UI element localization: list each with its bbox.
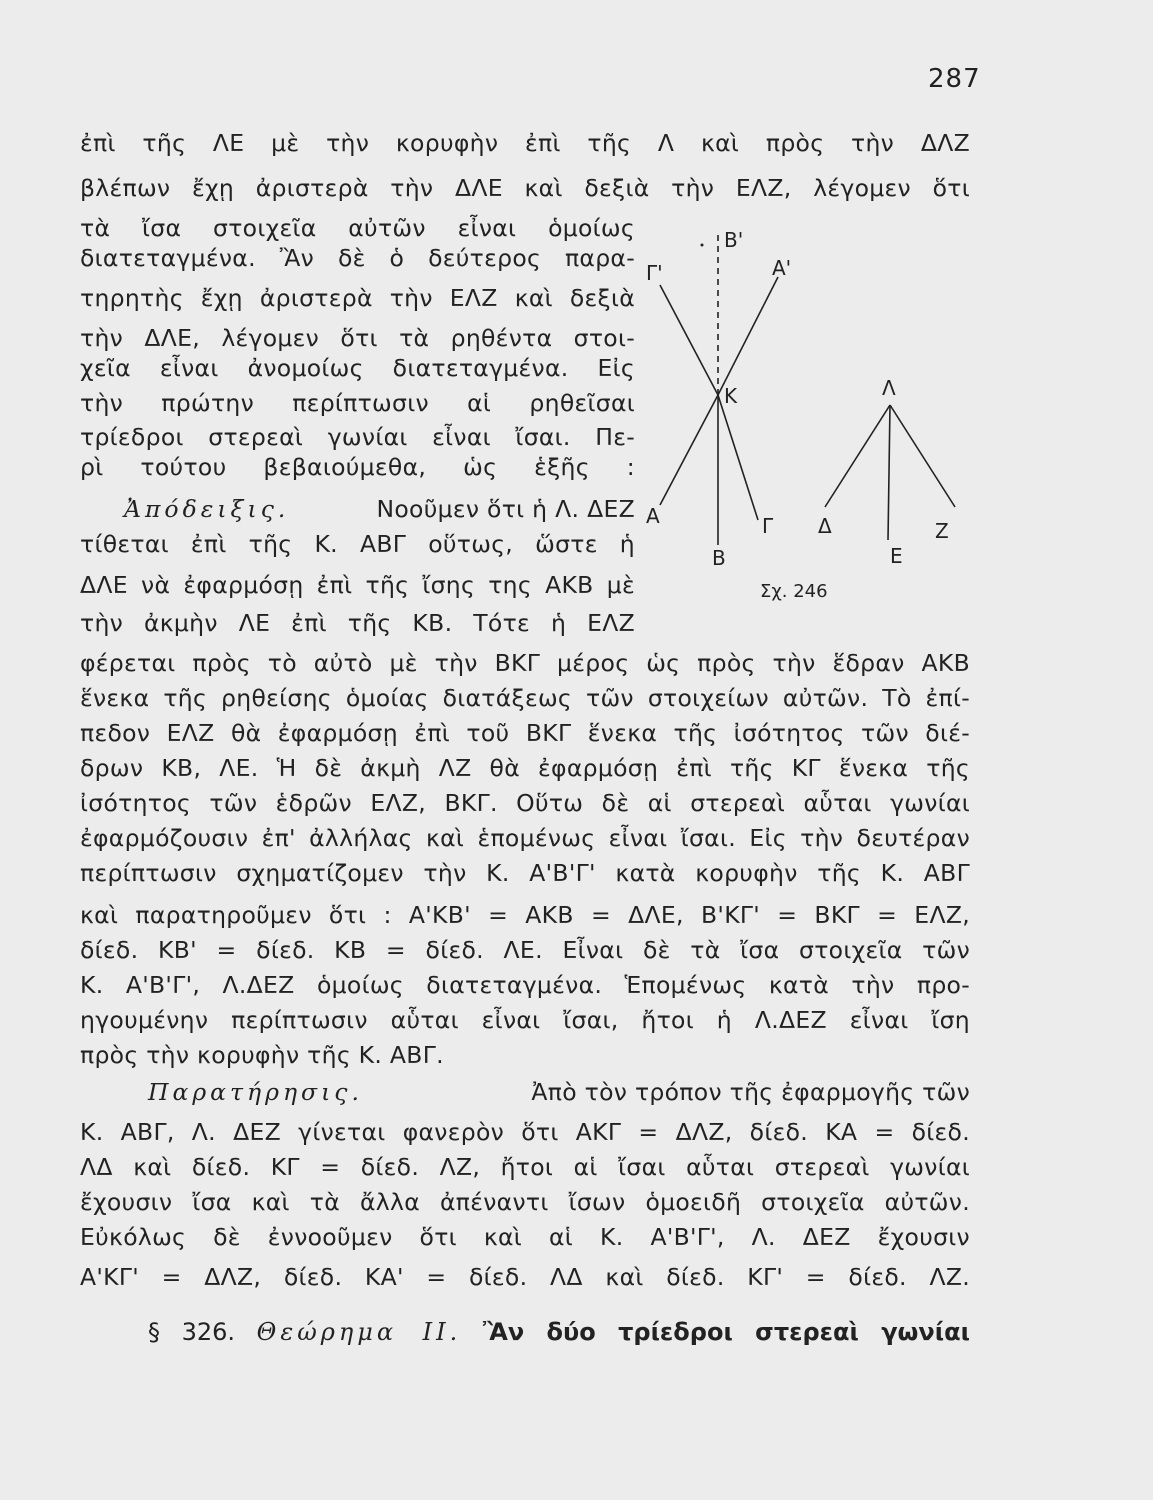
proof-text: Νοοῦμεν ὅτι ἡ Λ. ΔΕΖ: [376, 495, 635, 523]
page-number: 287: [928, 64, 981, 94]
edge-ka: [660, 395, 718, 505]
remark-label: Παρατήρησις.: [148, 1078, 363, 1106]
label-b-prime: Β': [724, 228, 744, 252]
text-line: ἰσότητος τῶν ἑδρῶν ΕΛΖ, ΒΚΓ. Οὕτω δὲ αἱ στερεαὶ αὗται γωνίαι: [80, 789, 970, 817]
label-d: Δ: [818, 514, 832, 538]
edge-lz: [890, 405, 955, 507]
theorem-statement: Ἂν δύο τρίεδροι στερεαὶ γωνίαι: [482, 1318, 970, 1346]
label-g-prime: Γ': [646, 261, 663, 285]
text-line: τηρητὴς ἔχῃ ἀριστερὰ τὴν ΕΛΖ καὶ δεξιὰ: [80, 284, 635, 312]
label-z: Ζ: [935, 519, 949, 543]
label-l: Λ: [882, 376, 896, 400]
theorem-heading: [148, 1318, 970, 1346]
text-line: πρὸς τὴν κορυφὴν τῆς Κ. ΑΒΓ.: [80, 1041, 444, 1069]
text-line: τὴν ΔΛΕ, λέγομεν ὅτι τὰ ρηθέντα στοι-: [80, 324, 635, 352]
text-line: ἔχουσιν ἴσα καὶ τὰ ἄλλα ἀπέναντι ἴσων ὁμοειδῆ στοιχεῖα αὐτῶν.: [80, 1188, 970, 1216]
edge-ka-prime: [718, 277, 778, 395]
dot-mark: [701, 244, 704, 247]
section-number: § 326.: [148, 1318, 236, 1346]
text-line: τρίεδροι στερεαὶ γωνίαι εἶναι ἴσαι. Πε-: [80, 423, 635, 451]
edge-kg: [718, 395, 758, 520]
text-line: ΛΔ καὶ δίεδ. ΚΓ = δίεδ. ΛΖ, ἤτοι αἱ ἴσαι αὗται στερεαὶ γωνίαι: [80, 1153, 970, 1181]
text-line: ηγουμένην περίπτωσιν αὗται εἶναι ἴσαι, ἤτοι ἡ Λ.ΔΕΖ εἶναι ἴση: [80, 1006, 970, 1034]
remark-line: [148, 1077, 970, 1107]
figure-caption: Σχ. 246: [760, 581, 828, 602]
label-g: Γ: [762, 514, 774, 538]
edge-ld: [825, 405, 890, 507]
text-line: πεδον ΕΛΖ θὰ ἐφαρμόσῃ ἐπὶ τοῦ ΒΚΓ ἕνεκα τῆς ἰσότητος τῶν διέ-: [80, 719, 970, 747]
label-a: Α: [646, 504, 660, 528]
text-line: ρὶ τούτου βεβαιούμεθα, ὡς ἑξῆς :: [80, 453, 635, 481]
text-line: δρων ΚΒ, ΛΕ. Ἡ δὲ ἀκμὴ ΛΖ θὰ ἐφαρμόσῃ ἐπὶ τῆς ΚΓ ἕνεκα τῆς: [80, 754, 970, 782]
text-line: ἕνεκα τῆς ρηθείσης ὁμοίας διατάξεως τῶν στοιχείων αὐτῶν. Τὸ ἐπί-: [80, 684, 970, 712]
text-line: τὰ ἴσα στοιχεῖα αὐτῶν εἶναι ὁμοίως: [80, 214, 635, 242]
text-line: ΔΛΕ νὰ ἐφαρμόσῃ ἐπὶ τῆς ἴσης της ΑΚΒ μὲ: [80, 571, 635, 599]
text-line: τὴν ἀκμὴν ΛΕ ἐπὶ τῆς ΚΒ. Τότε ἡ ΕΛΖ: [80, 609, 635, 637]
text-line: διατεταγμένα. Ἂν δὲ ὁ δεύτερος παρα-: [80, 244, 635, 272]
text-line: Κ. ΑΒΓ, Λ. ΔΕΖ γίνεται φανερὸν ὅτι ΑΚΓ = ΔΛΖ, δίεδ. ΚΑ = δίεδ.: [80, 1118, 970, 1146]
theorem-label: Θεώρημα ΙΙ.: [256, 1318, 462, 1346]
text-line: ἐφαρμόζουσιν ἐπ' ἀλλήλας καὶ ἑπομένως εἶναι ἴσαι. Εἰς τὴν δευτέραν: [80, 824, 970, 852]
text-line: δίεδ. ΚΒ' = δίεδ. ΚΒ = δίεδ. ΛΕ. Εἶναι δὲ τὰ ἴσα στοιχεῖα τῶν: [80, 936, 970, 964]
proof-line: [124, 494, 635, 524]
text-line: ἐπὶ τῆς ΛΕ μὲ τὴν κορυφὴν ἐπὶ τῆς Λ καὶ πρὸς τὴν ΔΛΖ: [80, 129, 970, 157]
text-line: περίπτωσιν σχηματίζομεν τὴν Κ. Α'Β'Γ' κατὰ κορυφὴν τῆς Κ. ΑΒΓ: [80, 859, 970, 887]
text-line: φέρεται πρὸς τὸ αὐτὸ μὲ τὴν ΒΚΓ μέρος ὡς πρὸς τὴν ἕδραν ΑΚΒ: [80, 649, 970, 677]
edge-kg-prime: [660, 285, 718, 395]
edge-le: [888, 405, 890, 540]
text-line: Εὐκόλως δὲ ἐννοοῦμεν ὅτι καὶ αἱ Κ. Α'Β'Γ', Λ. ΔΕΖ ἔχουσιν: [80, 1223, 970, 1251]
text-line: τὴν πρώτην περίπτωσιν αἱ ρηθεῖσαι: [80, 389, 635, 417]
proof-label: Ἀπόδειξις.: [124, 495, 290, 523]
text-line: τίθεται ἐπὶ τῆς Κ. ΑΒΓ οὕτως, ὥστε ἡ: [80, 530, 635, 558]
text-line: Α'ΚΓ' = ΔΛΖ, δίεδ. ΚΑ' = δίεδ. ΛΔ καὶ δίεδ. ΚΓ' = δίεδ. ΛΖ.: [80, 1263, 970, 1291]
figure-246: [640, 215, 980, 615]
label-b: Β: [712, 546, 726, 570]
text-line: βλέπων ἔχῃ ἀριστερὰ τὴν ΔΛΕ καὶ δεξιὰ τὴν ΕΛΖ, λέγομεν ὅτι: [80, 174, 970, 202]
text-line: καὶ παρατηροῦμεν ὅτι : Α'ΚΒ' = ΑΚΒ = ΔΛΕ, Β'ΚΓ' = ΒΚΓ = ΕΛΖ,: [80, 901, 970, 929]
text-line: χεῖα εἶναι ἀνομοίως διατεταγμένα. Εἰς: [80, 354, 635, 382]
label-k: Κ: [724, 384, 738, 408]
remark-text: Ἀπὸ τὸν τρόπον τῆς ἐφαρμογῆς τῶν: [531, 1078, 970, 1106]
label-a-prime: Α': [772, 256, 792, 280]
label-e: Ε: [890, 544, 903, 568]
text-line: Κ. Α'Β'Γ', Λ.ΔΕΖ ὁμοίως διατεταγμένα. Ἑπομένως κατὰ τὴν προ-: [80, 971, 970, 999]
